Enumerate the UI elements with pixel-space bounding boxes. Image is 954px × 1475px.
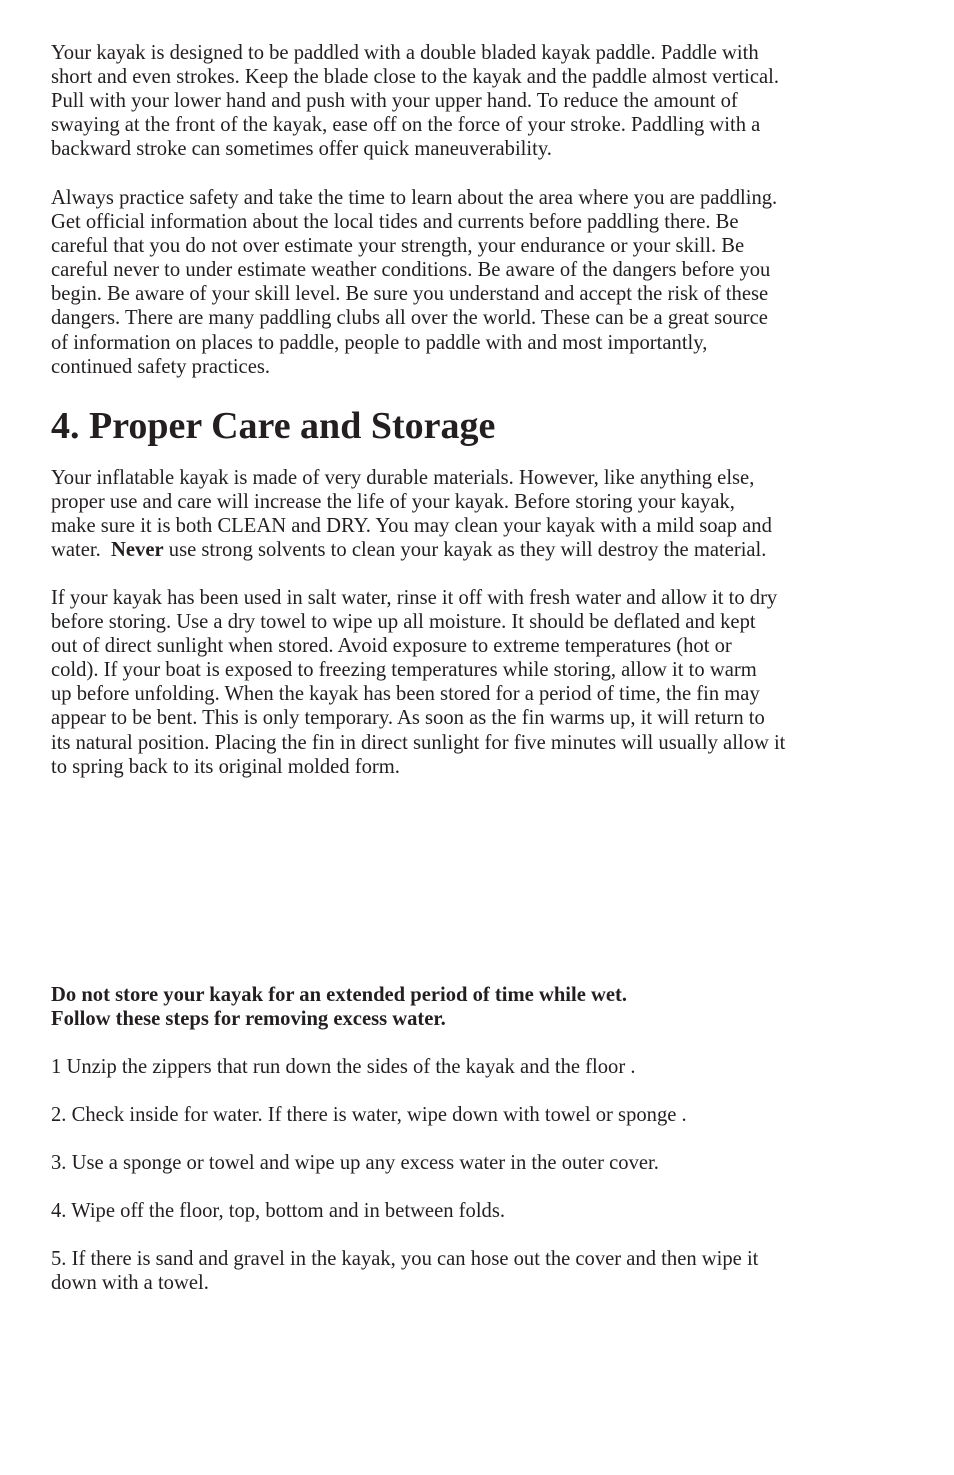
never-emphasis: Never xyxy=(111,539,164,562)
section-heading: 4. Proper Care and Storage xyxy=(51,405,496,447)
step-item: 4. Wipe off the floor, top, bottom and in between folds. xyxy=(51,1200,505,1222)
solvent-warning-line: water. Never use strong solvents to clean your kayak as they will destroy the material. xyxy=(51,539,767,562)
paddling-technique-paragraph: Your kayak is designed to be paddled with a double bladed kayak paddle. Paddle with short and even strokes. Keep the blade close to the kayak and the paddle almost vertical. Pull with your lower hand and push with your upper hand. To reduce the amount of swaying at the front of the kayak, ease off on the force of your stroke. Paddling with a backward stroke can sometimes offer quick maneuverability. xyxy=(51,42,779,161)
step-item: 3. Use a sponge or towel and wipe up any excess water in the outer cover. xyxy=(51,1152,659,1174)
salt-water-storage-paragraph: If your kayak has been used in salt water, rinse it off with fresh water and allow it to dry before storing. Use a dry towel to wipe up all moisture. It should be deflated and kept out of direct sunlight when stored. Avoid exposure to extreme temperatures (hot or cold). If your boat is exposed to freezing temperatures while storing, allow it to warm up before unfolding. When the kayak has been stored for a period of time, the fin may appear to be bent. This is only temporary. As soon as the fin warms up, it will return to its natural position. Placing the fin in direct sunlight for five minutes will usually allow it to spring back to its original molded form. xyxy=(51,587,786,778)
step-item: 1 Unzip the zippers that run down the sides of the kayak and the floor . xyxy=(51,1056,636,1078)
step-item: 5. If there is sand and gravel in the kayak, you can hose out the cover and then wipe it down with a towel. xyxy=(51,1248,759,1295)
wet-storage-warning: Do not store your kayak for an extended period of time while wet. Follow these steps for removing excess water. xyxy=(51,984,628,1031)
materials-care-paragraph: Your inflatable kayak is made of very durable materials. However, like anything else, proper use and care will increase the life of your kayak. Before storing your kayak, make sure it is both CLEAN and DRY. You may clean your kayak with a mild soap and water. Never use strong solvents to clean your kayak as they will destroy the material. xyxy=(51,467,772,562)
step-item: 2. Check inside for water. If there is water, wipe down with towel or sponge . xyxy=(51,1104,687,1126)
safety-paragraph: Always practice safety and take the time to learn about the area where you are paddling. Get official information about the local tides and currents before paddling there. Be careful that you do not over estimate your strength, your endurance or your skill. Be careful never to under estimate weather conditions. Be aware of the dangers before you begin. Be aware of your skill level. Be sure you understand and accept the risk of these dangers. There are many paddling clubs all over the world. These can be a great source of information on places to paddle, people to paddle with and most importantly, continued safety practices. xyxy=(51,187,778,378)
